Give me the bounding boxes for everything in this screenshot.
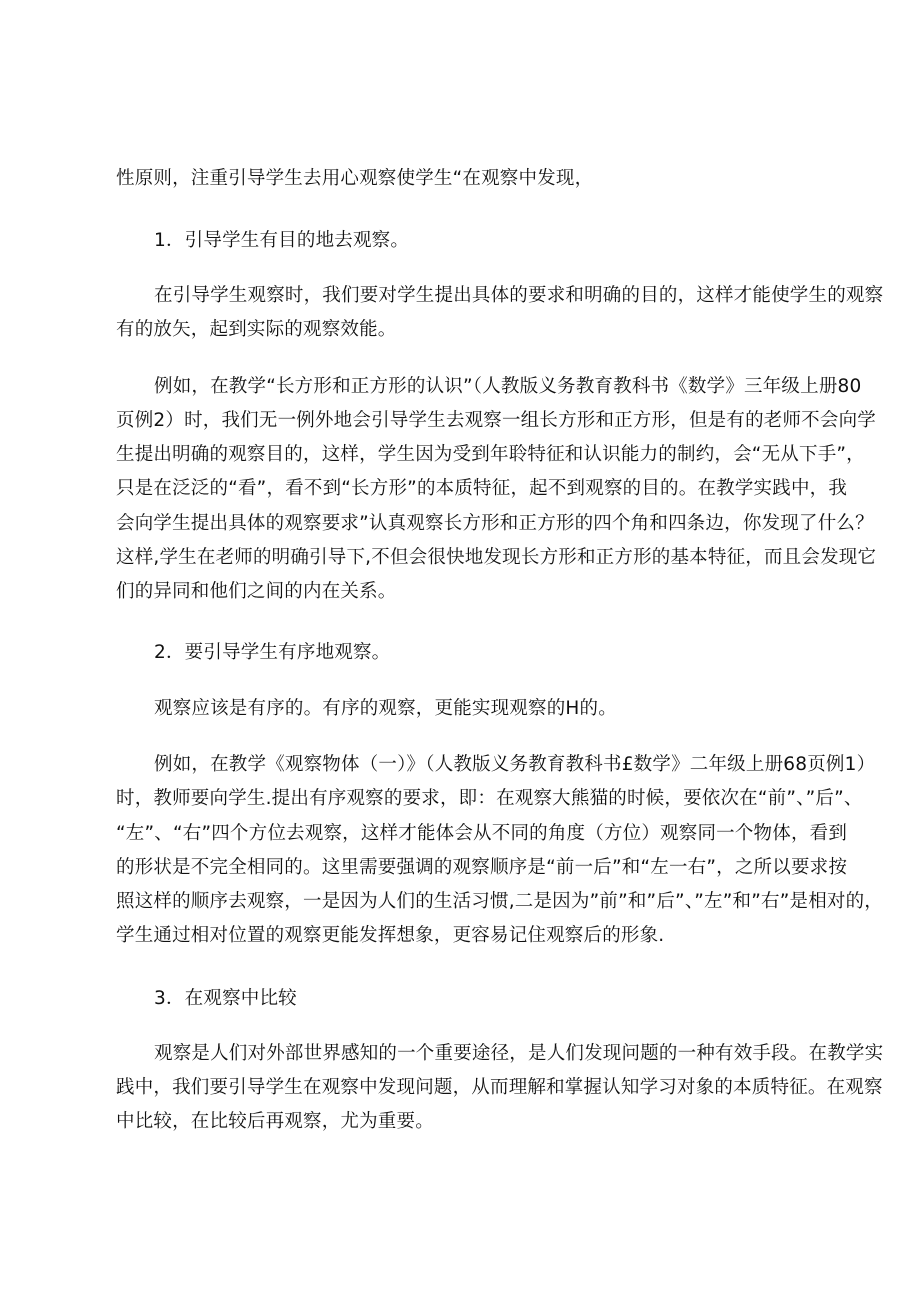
text-line: 只是在泛泛的“看”，看不到“长方形”的本质特征，起不到观察的目的。在教学实践中，我 [116,478,848,499]
text-line: 有的放矢，起到实际的观察效能。 [116,319,397,340]
section-heading-3: 3．在观察中比较 [154,988,297,1009]
text-line: 观察是人们对外部世界感知的一个重要途径，是人们发现问题的一种有效手段。在教学实 [154,1043,884,1064]
text-line: 中比较，在比较后再观察，尤为重要。 [116,1111,434,1132]
text-line: 性原则，注重引导学生去用心观察使学生“在观察中发现， [116,168,594,189]
section-heading-1: 1．引导学生有目的地去观察。 [154,230,410,251]
text-line: 时，教师要向学生.提出有序观察的要求，即：在观察大熊猫的时候，要依次在“前”、”后”、 [116,788,863,809]
text-line: 页例2）时，我们无一例外地会引导学生去观察一组长方形和正方形，但是有的老师不会向学 [116,410,876,431]
text-line: 生提出明确的观察目的，这样，学生因为受到年聆特征和认识能力的制约，会“无从下手”， [116,444,865,465]
text-line: 例如，在教学“长方形和正方形的认识”（人教版义务教育教科书《数学》三年级上册80 [154,376,862,397]
text-line: 会向学生提出具体的观察要求”认真观察长方形和正方形的四个角和四条边，你发现了什么？ [116,513,874,534]
text-line: 例如，在教学《观察物体（一）》（人教版义务教育教科书£数学》二年级上册68页例1） [154,754,876,775]
text-line: 照这样的顺序去观察，一是因为人们的生活习惯,二是因为”前”和”后”、”左”和”右”是相对的， [116,891,884,912]
text-line: 在引导学生观察时，我们要对学生提出具体的要求和明确的目的，这样才能使学生的观察 [154,285,884,306]
text-line: 的形状是不完全相同的。这里需要强调的观察顺序是“前一后”和“左一右”，之所以要求按 [116,857,848,878]
text-line: 观察应该是有序的。有序的观察，更能实现观察的H的。 [154,698,617,719]
text-line: “左”、“右”四个方位去观察，这样才能体会从不同的角度（方位）观察同一个物体，看到 [116,823,848,844]
text-line: 践中，我们要引导学生在观察中发现问题，从而理解和掌握认知学习对象的本质特征。在观察 [116,1077,883,1098]
text-line: 们的异同和他们之间的内在关系。 [116,581,397,602]
section-heading-2: 2．要引导学生有序地观察。 [154,642,391,663]
text-line: 这样,学生在老师的明确引导下,不但会很快地发现长方形和正方形的基本特征，而且会发现它 [116,547,877,568]
text-line: 学生通过相对位置的观察更能发挥想象，更容易记住观察后的形象. [116,925,665,946]
